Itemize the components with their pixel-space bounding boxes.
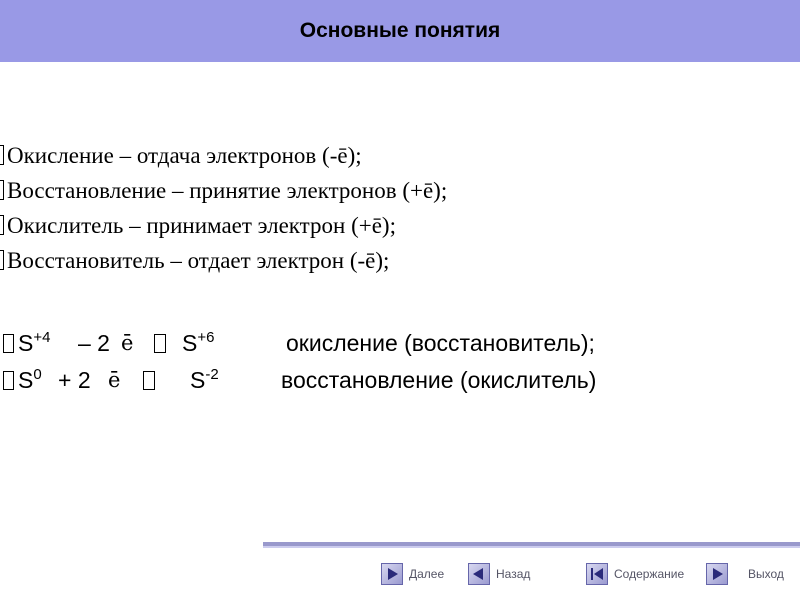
- bullet-icon: [0, 250, 4, 270]
- contents-label: Содержание: [614, 567, 685, 581]
- bullet-icon: [0, 215, 4, 235]
- play-right-icon: [706, 563, 728, 585]
- right-charge: +6: [197, 329, 215, 346]
- exit-label: Выход: [748, 567, 784, 581]
- definition-text: Восстановитель – отдает электрон (-ē);: [7, 248, 390, 273]
- electron-symbol: ē: [108, 368, 121, 392]
- back-button[interactable]: [468, 562, 530, 586]
- equation-left: $S^0$: [18, 366, 42, 393]
- equation-right: $S^{-2}$: [190, 366, 219, 393]
- arrow-icon: [143, 371, 155, 390]
- equation-description: окисление (восстановитель);: [286, 330, 595, 356]
- definition-item: [0, 138, 447, 173]
- left-charge: +4: [33, 329, 51, 346]
- equation-left: $S^{+4}$: [18, 329, 51, 356]
- equation-operator: + 2: [58, 367, 91, 393]
- equation-operator: – 2: [78, 330, 110, 356]
- skip-to-start-icon: [586, 563, 608, 585]
- arrow-icon: [154, 334, 166, 353]
- definitions-list: [0, 138, 447, 278]
- definition-item: [0, 243, 447, 278]
- bullet-icon: [0, 180, 4, 200]
- definition-item: [0, 173, 447, 208]
- contents-button[interactable]: [586, 562, 684, 586]
- left-charge: 0: [33, 366, 42, 383]
- electron-symbol: ē: [121, 331, 134, 355]
- right-charge: -2: [205, 366, 219, 383]
- exit-button[interactable]: [706, 562, 784, 586]
- bullet-icon: [3, 371, 14, 390]
- equation-right: $S^{+6}$: [182, 329, 215, 356]
- bullet-icon: [0, 145, 4, 165]
- next-label: Далее: [409, 567, 445, 581]
- back-label: Назад: [496, 567, 531, 581]
- bullet-icon: [3, 334, 14, 353]
- footer-divider-shadow: [263, 546, 800, 548]
- definition-item: [0, 208, 447, 243]
- equation-description: восстановление (окислитель): [281, 367, 597, 393]
- page-title: Основные понятия: [299, 19, 501, 42]
- next-button[interactable]: [381, 562, 444, 586]
- definition-text: Окисление – отдача электронов (-ē);: [7, 143, 362, 168]
- definition-text: Окислитель – принимает электрон (+ē);: [7, 213, 396, 238]
- definition-text: Восстановление – принятие электронов (+ē);: [7, 178, 448, 203]
- play-right-icon: [381, 563, 403, 585]
- play-left-icon: [468, 563, 490, 585]
